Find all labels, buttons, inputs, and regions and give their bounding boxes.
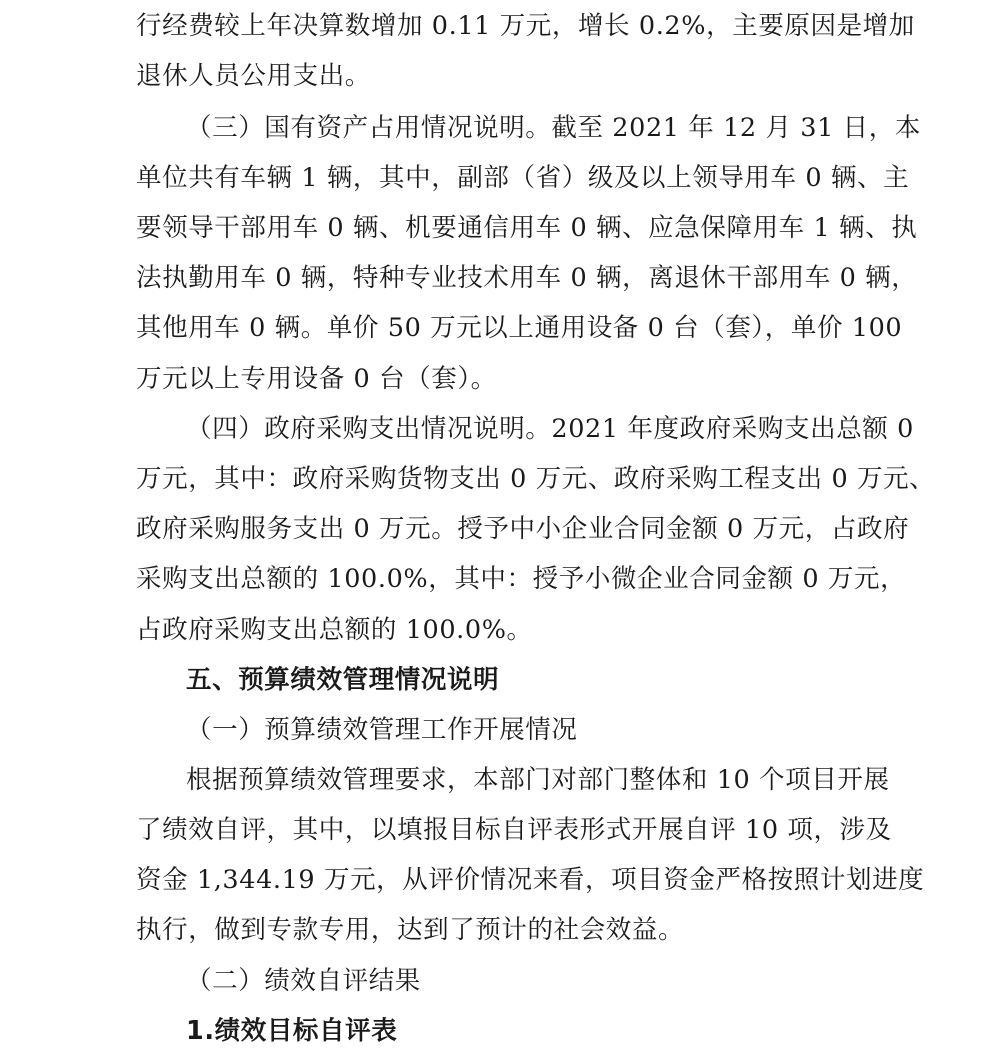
paragraph-line: 要领导干部用车 0 辆、机要通信用车 0 辆、应急保障用车 1 辆、执 — [136, 213, 918, 243]
paragraph-line: 了绩效自评，其中，以填报目标自评表形式开展自评 10 项，涉及 — [136, 815, 892, 845]
section-heading-procurement: （四）政府采购支出情况说明。2021 年度政府采购支出总额 0 — [186, 414, 914, 444]
paragraph-line: 执行，做到专款专用，达到了预计的社会效益。 — [136, 915, 685, 945]
paragraph-line: 行经费较上年决算数增加 0.11 万元，增长 0.2%，主要原因是增加 — [136, 11, 915, 41]
paragraph-line: 资金 1,344.19 万元，从评价情况来看，项目资金严格按照计划进度 — [136, 865, 925, 895]
paragraph-line: 其他用车 0 辆。单价 50 万元以上通用设备 0 台（套），单价 100 — [136, 313, 903, 343]
subsection-heading-results: （二）绩效自评结果 — [186, 966, 421, 996]
paragraph-line: 万元以上专用设备 0 台（套）。 — [136, 364, 497, 394]
paragraph-line: 万元，其中：政府采购货物支出 0 万元、政府采购工程支出 0 万元、 — [136, 464, 936, 494]
paragraph-line: 根据预算绩效管理要求，本部门对部门整体和 10 个项目开展 — [186, 765, 890, 795]
paragraph-line: 单位共有车辆 1 辆，其中，副部（省）级及以上领导用车 0 辆、主 — [136, 163, 910, 193]
paragraph-line: 政府采购服务支出 0 万元。授予中小企业合同金额 0 万元，占政府 — [136, 514, 910, 544]
subsection-heading-work: （一）预算绩效管理工作开展情况 — [186, 715, 578, 745]
paragraph-line: 退休人员公用支出。 — [136, 61, 371, 91]
section-title-performance: 五、预算绩效管理情况说明 — [186, 665, 500, 695]
item-heading-self-evaluation-table: 1.绩效目标自评表 — [186, 1016, 398, 1046]
paragraph-line: 法执勤用车 0 辆，特种专业技术用车 0 辆，离退休干部用车 0 辆， — [136, 263, 918, 293]
section-heading-assets: （三）国有资产占用情况说明。截至 2021 年 12 月 31 日，本 — [186, 113, 921, 143]
paragraph-line: 采购支出总额的 100.0%，其中：授予小微企业合同金额 0 万元， — [136, 564, 907, 594]
paragraph-line: 占政府采购支出总额的 100.0%。 — [136, 615, 533, 645]
